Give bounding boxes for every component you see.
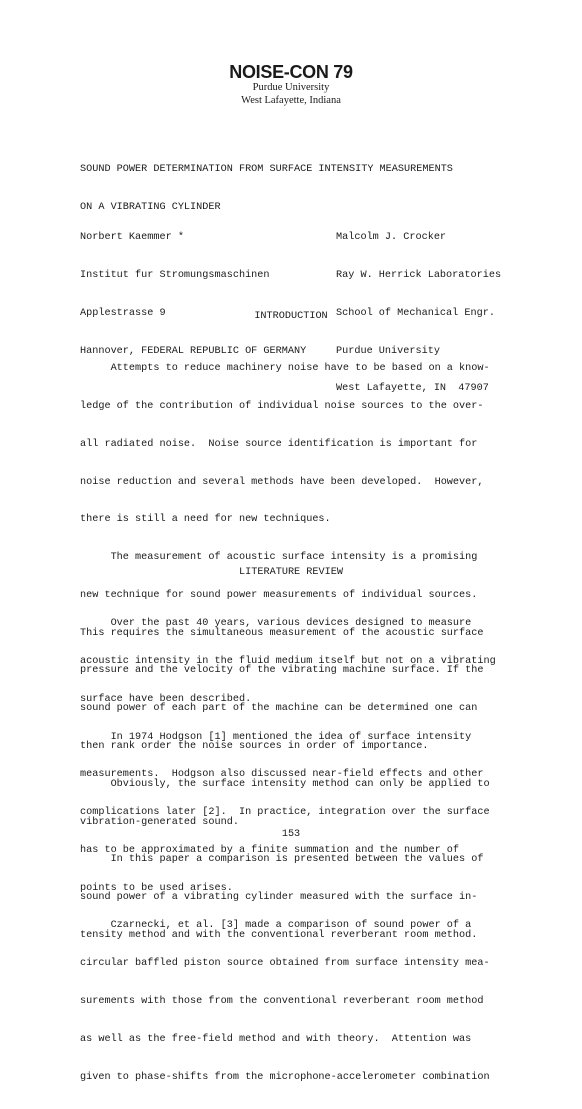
paper-title-line: SOUND POWER DETERMINATION FROM SURFACE INTENSITY MEASUREMENTS: [80, 164, 453, 176]
text-line: Czarnecki, et al. [3] made a comparison of sound power of a: [80, 920, 472, 932]
literature-review-body: [80, 593, 510, 1109]
text-line: new technique for sound power measurements of individual sources.: [80, 589, 478, 601]
introduction-heading: INTRODUCTION: [254, 311, 328, 322]
page-number: 153: [281, 829, 301, 840]
text-line: as well as the free-field method and with theory. Attention was: [80, 1033, 472, 1045]
text-line: surface have been described.: [80, 693, 252, 705]
text-line: In 1974 Hodgson [1] mentioned the idea of surface intensity: [80, 731, 472, 743]
text-line: In this paper a comparison is presented between the values of: [80, 854, 484, 866]
text-line: given to phase-shifts from the microphone-accelerometer combination: [80, 1071, 490, 1083]
author-affiliation: School of Mechanical Engr.: [336, 307, 495, 319]
conference-name: NOISE-CON 79: [229, 62, 353, 82]
text-line: vibration-generated sound.: [80, 816, 239, 828]
author-name: Norbert Kaemmer *: [80, 232, 184, 244]
text-line: ledge of the contribution of individual noise sources to the over-: [80, 400, 484, 412]
text-line: there is still a need for new techniques.: [80, 514, 331, 526]
text-line: The measurement of acoustic surface intensity is a promising: [80, 552, 478, 564]
author-affiliation: Institut fur Stromungsmaschinen: [80, 269, 270, 281]
text-line: Over the past 40 years, various devices designed to measure: [80, 618, 472, 630]
text-line: sound power of each part of the machine can be determined one can: [80, 703, 478, 715]
conference-university: Purdue University: [252, 82, 330, 93]
text-line: tensity method and with the conventional reverberant room method.: [80, 929, 478, 941]
author-address: Applestrasse 9: [80, 307, 166, 319]
text-line: noise reduction and several methods have been developed. However,: [80, 476, 484, 488]
text-line: Attempts to reduce machinery noise have to be based on a know-: [80, 363, 490, 375]
paper-title-line: ON A VIBRATING CYLINDER: [80, 201, 221, 213]
author-affiliation: Purdue University: [336, 345, 440, 357]
author-name: Malcolm J. Crocker: [336, 232, 447, 244]
author-address: West Lafayette, IN 47907: [336, 383, 489, 395]
text-line: surements with those from the conventional reverberant room method: [80, 996, 484, 1007]
text-line: Obviously, the surface intensity method can only be applied to: [80, 778, 490, 790]
conference-location: West Lafayette, Indiana: [241, 94, 341, 106]
literature-review-heading: LITERATURE REVIEW: [239, 567, 343, 578]
text-line: points to be used arises.: [80, 882, 233, 894]
text-line: circular baffled piston source obtained from surface intensity mea-: [80, 958, 490, 970]
conference-header: [0, 62, 582, 107]
text-line: all radiated noise. Noise source identification is important for: [80, 438, 478, 450]
text-line: complications later [2]. In practice, integration over the surface: [80, 807, 490, 819]
text-line: measurements. Hodgson also discussed near-field effects and other: [80, 769, 484, 781]
text-line: acoustic intensity in the fluid medium itself but not on a vibrating: [80, 655, 496, 667]
text-line: sound power of a vibrating cylinder measured with the surface in-: [80, 892, 478, 904]
text-line: then rank order the noise sources in order of importance.: [80, 741, 429, 752]
text-line: pressure and the velocity of the vibrating machine surface. If the: [80, 665, 484, 677]
author-affiliation: Ray W. Herrick Laboratories: [336, 269, 502, 281]
text-line: has to be approximated by a finite summation and the number of: [80, 844, 460, 856]
author-address: Hannover, FEDERAL REPUBLIC OF GERMANY: [80, 345, 307, 357]
text-line: This requires the simultaneous measurement of the acoustic surface: [80, 627, 484, 639]
